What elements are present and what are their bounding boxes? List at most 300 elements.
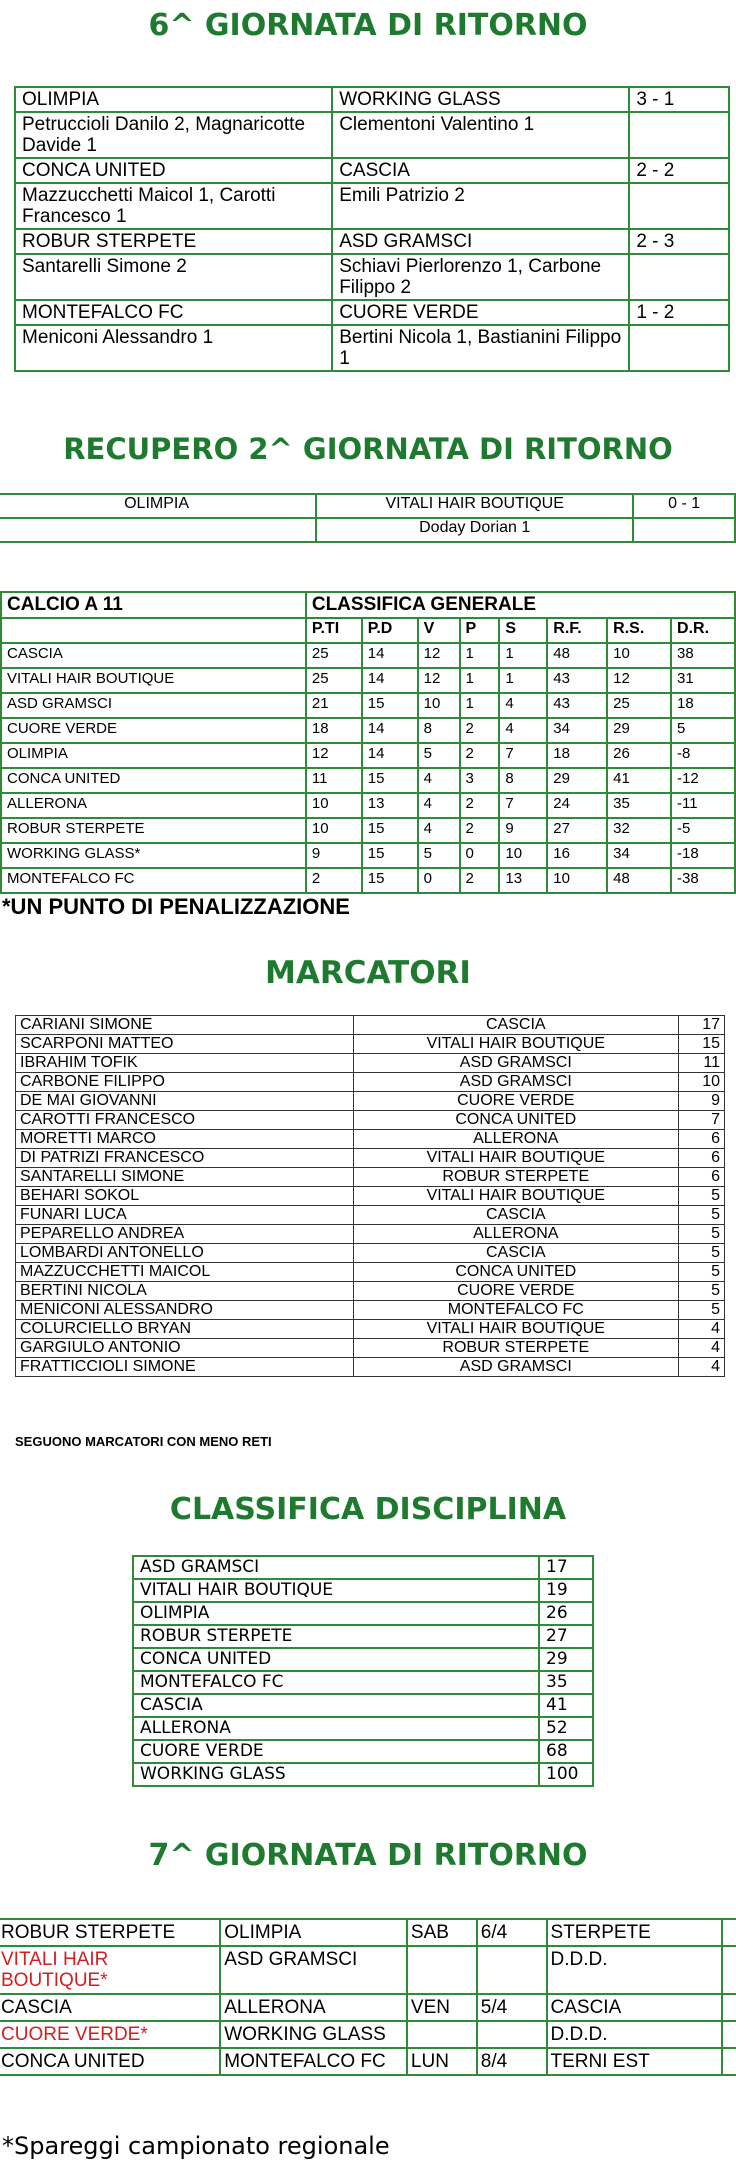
stat-value: 48: [547, 643, 607, 668]
scorer-team: ASD GRAMSCI: [353, 1073, 679, 1092]
discipline-points: 52: [539, 1717, 593, 1740]
scorer-goals: 11: [679, 1054, 725, 1073]
away-team: WORKING GLASS: [332, 87, 629, 112]
stat-value: 4: [418, 818, 460, 843]
scorer-team: VITALI HAIR BOUTIQUE: [353, 1320, 679, 1339]
stat-value: 5: [418, 843, 460, 868]
standings-row: [1, 768, 735, 793]
stat-value: 26: [607, 743, 671, 768]
stat-value: 14: [362, 668, 418, 693]
standings-title: CLASSIFICA GENERALE: [306, 592, 735, 618]
team-name: CUORE VERDE: [133, 1740, 539, 1763]
spacer-cell: [722, 2048, 736, 2075]
scorer-row: [16, 1206, 725, 1225]
scorer-goals: 6: [679, 1130, 725, 1149]
scorer-name: LOMBARDI ANTONELLO: [16, 1244, 354, 1263]
round7-fixtures-table: [0, 1918, 736, 2076]
stat-value: 10: [306, 793, 362, 818]
stat-value: 5: [671, 718, 735, 743]
stat-value: 43: [547, 668, 607, 693]
match-score: 1 - 2: [629, 300, 729, 325]
stat-value: 12: [607, 668, 671, 693]
match-score: 3 - 1: [629, 87, 729, 112]
match-day: [407, 1946, 477, 1994]
scorer-name: CARBONE FILIPPO: [16, 1073, 354, 1092]
home-scorers: [0, 518, 316, 542]
stat-value: 32: [607, 818, 671, 843]
team-name: ALLERONA: [133, 1717, 539, 1740]
spacer-cell: [722, 1919, 736, 1946]
scorer-team: VITALI HAIR BOUTIQUE: [353, 1187, 679, 1206]
stat-value: 2: [460, 793, 500, 818]
stat-value: -8: [671, 743, 735, 768]
fixture-row: [0, 1919, 736, 1946]
scorer-team: CASCIA: [353, 1206, 679, 1225]
team-name: CASCIA: [1, 643, 306, 668]
scorer-team: CONCA UNITED: [353, 1111, 679, 1130]
scorer-name: MENICONI ALESSANDRO: [16, 1301, 354, 1320]
stat-value: -18: [671, 843, 735, 868]
match-venue: D.D.D.: [547, 1946, 723, 1994]
scorers-title: MARCATORI: [265, 955, 471, 991]
team-name: CASCIA: [133, 1694, 539, 1717]
team-name: ASD GRAMSCI: [1, 693, 306, 718]
stat-value: 5: [418, 743, 460, 768]
scorer-row: [16, 1168, 725, 1187]
match-day: LUN: [407, 2048, 477, 2075]
away-team: MONTEFALCO FC: [220, 2048, 407, 2075]
scorer-name: GARGIULO ANTONIO: [16, 1339, 354, 1358]
stat-value: 10: [607, 643, 671, 668]
discipline-points: 29: [539, 1648, 593, 1671]
stat-value: 43: [547, 693, 607, 718]
discipline-table: [132, 1555, 594, 1787]
stat-value: 4: [418, 768, 460, 793]
team-name: VITALI HAIR BOUTIQUE: [133, 1579, 539, 1602]
column-header: S: [499, 618, 547, 643]
home-team: ROBUR STERPETE: [0, 1919, 220, 1946]
home-team: CUORE VERDE*: [0, 2021, 220, 2048]
stat-value: 21: [306, 693, 362, 718]
team-name: MONTEFALCO FC: [1, 868, 306, 893]
team-name: CUORE VERDE: [1, 718, 306, 743]
scorer-row: [16, 1225, 725, 1244]
stat-value: 4: [499, 718, 547, 743]
away-team: ASD GRAMSCI: [332, 229, 629, 254]
stat-value: 31: [671, 668, 735, 693]
standings-row: [1, 868, 735, 893]
scorer-row: [16, 1320, 725, 1339]
score-spacer: [633, 518, 735, 542]
scorer-goals: 5: [679, 1206, 725, 1225]
home-team: CONCA UNITED: [0, 2048, 220, 2075]
scorer-row: [16, 1263, 725, 1282]
scorer-row: [16, 1187, 725, 1206]
scorer-row: [16, 1358, 725, 1377]
recovery-scorers-row: [0, 518, 735, 542]
stat-value: 0: [418, 868, 460, 893]
standings-row: [1, 793, 735, 818]
column-header: R.F.: [547, 618, 607, 643]
standings-row: [1, 668, 735, 693]
scorer-name: FUNARI LUCA: [16, 1206, 354, 1225]
stat-value: 12: [418, 668, 460, 693]
scorer-goals: 10: [679, 1073, 725, 1092]
match-row: [15, 87, 729, 112]
penalty-note: *UN PUNTO DI PENALIZZAZIONE: [2, 894, 350, 919]
column-header: V: [418, 618, 460, 643]
scorers-row: [15, 254, 729, 300]
match-venue: CASCIA: [547, 1994, 723, 2021]
score-spacer: [629, 254, 729, 300]
scorer-name: COLURCIELLO BRYAN: [16, 1320, 354, 1339]
fixture-row: [0, 2021, 736, 2048]
scorer-row: [16, 1339, 725, 1358]
round7-note: *Spareggi campionato regionale: [2, 2132, 390, 2160]
discipline-points: 27: [539, 1625, 593, 1648]
stat-value: 18: [547, 743, 607, 768]
stat-value: 18: [306, 718, 362, 743]
column-header: P.D: [362, 618, 418, 643]
scorer-row: [16, 1016, 725, 1035]
stat-value: 15: [362, 693, 418, 718]
match-date: 8/4: [477, 2048, 547, 2075]
match-date: [477, 1946, 547, 1994]
scorer-row: [16, 1073, 725, 1092]
scorers-table: [15, 1015, 725, 1377]
scorer-team: ASD GRAMSCI: [353, 1358, 679, 1377]
scorer-row: [16, 1244, 725, 1263]
spacer-cell: [722, 1946, 736, 1994]
stat-value: 14: [362, 743, 418, 768]
scorer-goals: 4: [679, 1339, 725, 1358]
scorer-row: [16, 1035, 725, 1054]
team-name: ALLERONA: [1, 793, 306, 818]
stat-value: 1: [460, 643, 500, 668]
stat-value: 12: [418, 643, 460, 668]
stat-value: 38: [671, 643, 735, 668]
scorer-team: CONCA UNITED: [353, 1263, 679, 1282]
recovery-results-table: [0, 493, 736, 543]
scorer-name: IBRAHIM TOFIK: [16, 1054, 354, 1073]
fixture-row: [0, 1994, 736, 2021]
scorer-name: DI PATRIZI FRANCESCO: [16, 1149, 354, 1168]
discipline-points: 100: [539, 1763, 593, 1786]
column-header: P.TI: [306, 618, 362, 643]
stat-value: 14: [362, 718, 418, 743]
stat-value: 34: [547, 718, 607, 743]
stat-value: 2: [306, 868, 362, 893]
round7-title: 7^ GIORNATA DI RITORNO: [148, 1838, 588, 1873]
home-team: MONTEFALCO FC: [15, 300, 332, 325]
standings-header-row: [1, 592, 735, 618]
scorers-row: [15, 325, 729, 371]
stat-value: 7: [499, 793, 547, 818]
away-scorers: Schiavi Pierlorenzo 1, Carbone Filippo 2: [332, 254, 629, 300]
scorers-row: [15, 112, 729, 158]
home-scorers: Mazzucchetti Maicol 1, Carotti Francesco 1: [15, 183, 332, 229]
team-name: VITALI HAIR BOUTIQUE: [1, 668, 306, 693]
stat-value: 2: [460, 818, 500, 843]
stat-value: 13: [362, 793, 418, 818]
match-venue: STERPETE: [547, 1919, 723, 1946]
stat-value: 15: [362, 843, 418, 868]
scorer-goals: 4: [679, 1358, 725, 1377]
home-team: CASCIA: [0, 1994, 220, 2021]
scorer-row: [16, 1092, 725, 1111]
discipline-points: 41: [539, 1694, 593, 1717]
scorer-name: PEPARELLO ANDREA: [16, 1225, 354, 1244]
scorer-team: CUORE VERDE: [353, 1092, 679, 1111]
round6-results-table: [14, 86, 730, 372]
stat-value: 15: [362, 868, 418, 893]
discipline-row: [133, 1740, 593, 1763]
match-day: VEN: [407, 1994, 477, 2021]
scorer-goals: 9: [679, 1092, 725, 1111]
standings-table: [0, 591, 736, 894]
team-name: OLIMPIA: [133, 1602, 539, 1625]
scorer-name: BEHARI SOKOL: [16, 1187, 354, 1206]
scorer-goals: 6: [679, 1168, 725, 1187]
home-team: OLIMPIA: [15, 87, 332, 112]
stat-value: 12: [306, 743, 362, 768]
scorer-goals: 5: [679, 1244, 725, 1263]
scorer-team: VITALI HAIR BOUTIQUE: [353, 1149, 679, 1168]
scorer-name: SANTARELLI SIMONE: [16, 1168, 354, 1187]
recovery-title: RECUPERO 2^ GIORNATA DI RITORNO: [63, 432, 673, 466]
team-name: CONCA UNITED: [1, 768, 306, 793]
scorer-team: CASCIA: [353, 1244, 679, 1263]
scorer-name: CAROTTI FRANCESCO: [16, 1111, 354, 1130]
stat-value: 11: [306, 768, 362, 793]
match-score: 0 - 1: [633, 494, 735, 518]
spacer-cell: [722, 1994, 736, 2021]
stat-value: -38: [671, 868, 735, 893]
stat-value: 2: [460, 718, 500, 743]
stat-value: 25: [306, 643, 362, 668]
stat-value: 3: [460, 768, 500, 793]
standings-row: [1, 643, 735, 668]
stat-value: 9: [499, 818, 547, 843]
home-scorers: Santarelli Simone 2: [15, 254, 332, 300]
team-name: WORKING GLASS: [133, 1763, 539, 1786]
scorer-name: SCARPONI MATTEO: [16, 1035, 354, 1054]
scorer-row: [16, 1111, 725, 1130]
scorer-name: DE MAI GIOVANNI: [16, 1092, 354, 1111]
stat-value: 29: [607, 718, 671, 743]
scorer-row: [16, 1149, 725, 1168]
discipline-points: 35: [539, 1671, 593, 1694]
match-date: 6/4: [477, 1919, 547, 1946]
match-date: [477, 2021, 547, 2048]
discipline-points: 26: [539, 1602, 593, 1625]
scorer-row: [16, 1130, 725, 1149]
discipline-points: 17: [539, 1556, 593, 1579]
scorer-goals: 15: [679, 1035, 725, 1054]
stat-value: 1: [499, 668, 547, 693]
stat-value: 14: [362, 643, 418, 668]
stat-value: 18: [671, 693, 735, 718]
column-header: P: [460, 618, 500, 643]
scorer-goals: 17: [679, 1016, 725, 1035]
scorer-goals: 6: [679, 1149, 725, 1168]
stat-value: 34: [607, 843, 671, 868]
stat-value: 1: [460, 668, 500, 693]
stat-value: -12: [671, 768, 735, 793]
fixture-row: [0, 2048, 736, 2075]
scorer-team: ALLERONA: [353, 1225, 679, 1244]
match-score: 2 - 2: [629, 158, 729, 183]
spacer-cell: [722, 2021, 736, 2048]
fixture-row: [0, 1946, 736, 1994]
scorer-team: CASCIA: [353, 1016, 679, 1035]
team-name: MONTEFALCO FC: [133, 1671, 539, 1694]
stat-value: 1: [499, 643, 547, 668]
stat-value: 41: [607, 768, 671, 793]
away-scorers: Clementoni Valentino 1: [332, 112, 629, 158]
away-team: CASCIA: [332, 158, 629, 183]
scorer-team: ALLERONA: [353, 1130, 679, 1149]
team-name: OLIMPIA: [1, 743, 306, 768]
team-name: CONCA UNITED: [133, 1648, 539, 1671]
home-scorers: Petruccioli Danilo 2, Magnaricotte Davide 1: [15, 112, 332, 158]
scorer-team: VITALI HAIR BOUTIQUE: [353, 1035, 679, 1054]
away-team: VITALI HAIR BOUTIQUE: [316, 494, 633, 518]
match-venue: D.D.D.: [547, 2021, 723, 2048]
scorer-name: BERTINI NICOLA: [16, 1282, 354, 1301]
stat-value: 4: [499, 693, 547, 718]
away-team: CUORE VERDE: [332, 300, 629, 325]
home-scorers: Meniconi Alessandro 1: [15, 325, 332, 371]
scorer-goals: 5: [679, 1301, 725, 1320]
column-header: D.R.: [671, 618, 735, 643]
stat-value: 25: [607, 693, 671, 718]
scorer-team: ROBUR STERPETE: [353, 1168, 679, 1187]
scorers-row: [15, 183, 729, 229]
away-scorers: Emili Patrizio 2: [332, 183, 629, 229]
match-score: 2 - 3: [629, 229, 729, 254]
stat-value: 10: [306, 818, 362, 843]
scorer-goals: 7: [679, 1111, 725, 1130]
discipline-row: [133, 1671, 593, 1694]
column-header: R.S.: [607, 618, 671, 643]
scorer-team: CUORE VERDE: [353, 1282, 679, 1301]
stat-value: 15: [362, 768, 418, 793]
stat-value: -11: [671, 793, 735, 818]
scorer-name: FRATTICCIOLI SIMONE: [16, 1358, 354, 1377]
stat-value: 9: [306, 843, 362, 868]
discipline-row: [133, 1694, 593, 1717]
stat-value: 35: [607, 793, 671, 818]
score-spacer: [629, 183, 729, 229]
standings-row: [1, 718, 735, 743]
scorer-goals: 4: [679, 1320, 725, 1339]
match-day: SAB: [407, 1919, 477, 1946]
match-row: [15, 229, 729, 254]
home-team: ROBUR STERPETE: [15, 229, 332, 254]
stat-value: 2: [460, 743, 500, 768]
stat-value: -5: [671, 818, 735, 843]
discipline-title: CLASSIFICA DISCIPLINA: [169, 1492, 567, 1527]
scorers-note: SEGUONO MARCATORI CON MENO RETI: [15, 1434, 272, 1449]
scorer-row: [16, 1301, 725, 1320]
recovery-match-row: [0, 494, 735, 518]
match-venue: TERNI EST: [547, 2048, 723, 2075]
stat-value: 29: [547, 768, 607, 793]
away-team: ASD GRAMSCI: [220, 1946, 407, 1994]
stat-value: 10: [499, 843, 547, 868]
scorer-goals: 5: [679, 1263, 725, 1282]
away-team: OLIMPIA: [220, 1919, 407, 1946]
stat-value: 1: [460, 693, 500, 718]
stat-value: 0: [460, 843, 500, 868]
scorer-name: MORETTI MARCO: [16, 1130, 354, 1149]
stat-value: 7: [499, 743, 547, 768]
team-name: WORKING GLASS*: [1, 843, 306, 868]
standings-row: [1, 818, 735, 843]
scorer-name: CARIANI SIMONE: [16, 1016, 354, 1035]
discipline-points: 68: [539, 1740, 593, 1763]
scorer-team: ROBUR STERPETE: [353, 1339, 679, 1358]
discipline-row: [133, 1579, 593, 1602]
team-name: ASD GRAMSCI: [133, 1556, 539, 1579]
round6-title: 6^ GIORNATA DI RITORNO: [148, 8, 588, 43]
standings-row: [1, 693, 735, 718]
stat-value: 8: [418, 718, 460, 743]
scorer-goals: 5: [679, 1225, 725, 1244]
scorer-row: [16, 1054, 725, 1073]
score-spacer: [629, 112, 729, 158]
scorer-row: [16, 1282, 725, 1301]
standings-row: [1, 843, 735, 868]
match-row: [15, 300, 729, 325]
stat-value: 8: [499, 768, 547, 793]
discipline-row: [133, 1602, 593, 1625]
scorer-goals: 5: [679, 1187, 725, 1206]
team-column-header: [1, 618, 306, 643]
discipline-row: [133, 1556, 593, 1579]
score-spacer: [629, 325, 729, 371]
discipline-row: [133, 1648, 593, 1671]
away-team: WORKING GLASS: [220, 2021, 407, 2048]
away-scorers: Doday Dorian 1: [316, 518, 633, 542]
stat-value: 15: [362, 818, 418, 843]
stat-value: 4: [418, 793, 460, 818]
stat-value: 48: [607, 868, 671, 893]
away-team: ALLERONA: [220, 1994, 407, 2021]
discipline-points: 19: [539, 1579, 593, 1602]
stat-value: 27: [547, 818, 607, 843]
discipline-row: [133, 1625, 593, 1648]
team-name: ROBUR STERPETE: [1, 818, 306, 843]
team-name: ROBUR STERPETE: [133, 1625, 539, 1648]
match-row: [15, 158, 729, 183]
away-scorers: Bertini Nicola 1, Bastianini Filippo 1: [332, 325, 629, 371]
stat-value: 24: [547, 793, 607, 818]
scorer-name: MAZZUCCHETTI MAICOL: [16, 1263, 354, 1282]
standings-columns-row: [1, 618, 735, 643]
home-team: VITALI HAIR BOUTIQUE*: [0, 1946, 220, 1994]
match-date: 5/4: [477, 1994, 547, 2021]
stat-value: 10: [418, 693, 460, 718]
home-team: OLIMPIA: [0, 494, 316, 518]
stat-value: 2: [460, 868, 500, 893]
scorer-goals: 5: [679, 1282, 725, 1301]
home-team: CONCA UNITED: [15, 158, 332, 183]
scorer-team: MONTEFALCO FC: [353, 1301, 679, 1320]
standings-row: [1, 743, 735, 768]
league-label: CALCIO A 11: [1, 592, 306, 618]
